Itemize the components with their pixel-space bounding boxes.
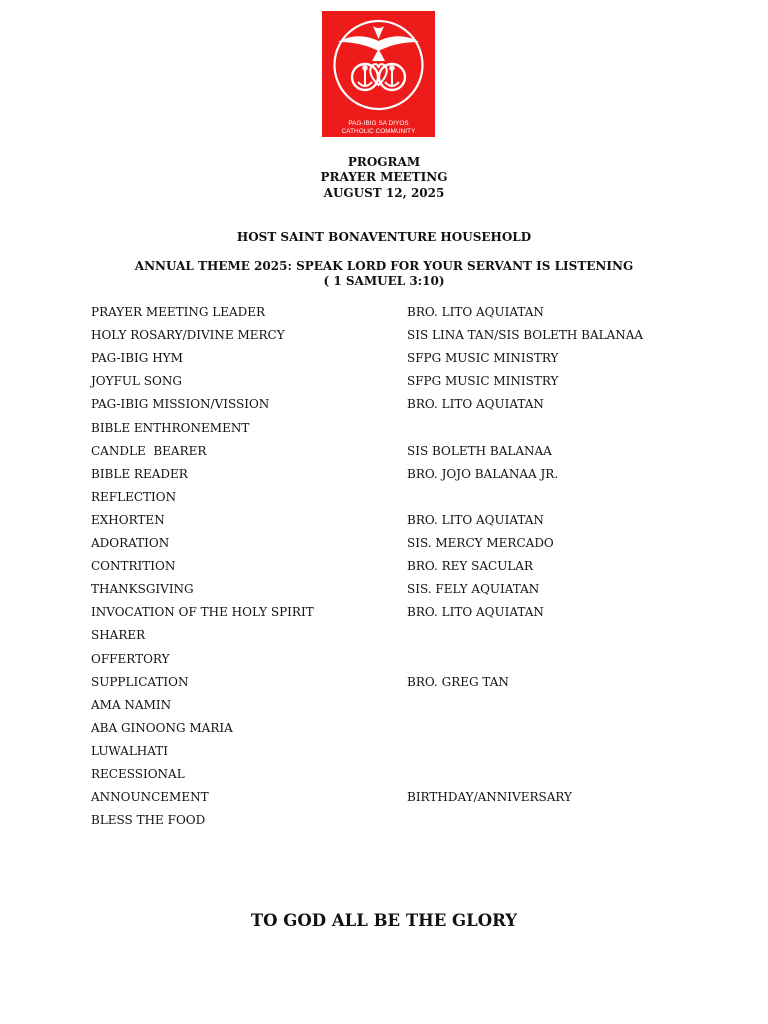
program-item: INVOCATION OF THE HOLY SPIRIT — [91, 605, 314, 620]
program-row — [0, 466, 768, 482]
program-row — [0, 627, 768, 643]
program-assignee: BRO. GREG TAN — [407, 674, 509, 689]
program-item: ADORATION — [91, 536, 170, 550]
annual-theme: ANNUAL THEME 2025: SPEAK LORD FOR YOUR SERVANT IS LISTENING — [134, 259, 634, 273]
program-item: SUPPLICATION — [91, 674, 189, 689]
meeting-date: AUGUST 12, 2025 — [323, 186, 445, 200]
logo-community-name: PAG-IBIG SA DIYOS — [348, 120, 409, 127]
program-assignee: BRO. LITO AQUIATAN — [407, 305, 544, 319]
program-item: PAG-IBIG MISSION/VISSION — [91, 397, 270, 412]
program-item: JOYFUL SONG — [91, 374, 182, 389]
program-row — [0, 789, 768, 805]
program-item: AMA NAMIN — [91, 697, 172, 712]
program-row — [0, 373, 768, 389]
program-row — [0, 720, 768, 736]
program-assignee: SFPG MUSIC MINISTRY — [407, 374, 559, 389]
program-item: ABA GINOONG MARIA — [91, 720, 233, 735]
program-row — [0, 443, 768, 459]
program-row — [0, 558, 768, 574]
program-item: REFLECTION — [91, 489, 177, 504]
program-row — [0, 304, 768, 320]
program-assignee: SFPG MUSIC MINISTRY — [407, 351, 559, 366]
program-item: OFFERTORY — [91, 651, 170, 666]
program-item: PRAYER MEETING LEADER — [91, 305, 266, 319]
program-item: THANKSGIVING — [91, 582, 194, 597]
community-logo — [322, 11, 435, 137]
program-row — [0, 743, 768, 759]
program-item: HOLY ROSARY/DIVINE MERCY — [91, 328, 285, 343]
program-row — [0, 512, 768, 528]
host-household: HOST SAINT BONAVENTURE HOUSEHOLD — [236, 230, 532, 244]
program-assignee: SIS. FELY AQUIATAN — [407, 582, 540, 597]
program-item: CANDLE BEARER — [91, 443, 207, 458]
program-assignee: BRO. JOJO BALANAA JR. — [407, 466, 559, 481]
dove-with-hearts-and-anchors-icon — [322, 11, 435, 137]
program-assignee: BRO. REY SACULAR — [407, 559, 533, 574]
program-row — [0, 651, 768, 667]
program-item: EXHORTEN — [91, 512, 165, 527]
program-assignee: BRO. LITO AQUIATAN — [407, 605, 544, 620]
program-row — [0, 812, 768, 828]
program-assignee: BRO. LITO AQUIATAN — [407, 512, 544, 527]
program-row — [0, 674, 768, 690]
program-assignee: SIS LINA TAN/SIS BOLETH BALANAA — [407, 328, 644, 343]
meeting-title: PRAYER MEETING — [320, 170, 448, 184]
program-item: BLESS THE FOOD — [91, 813, 206, 828]
program-row — [0, 396, 768, 412]
program-row — [0, 420, 768, 436]
program-item: PAG-IBIG HYM — [91, 351, 183, 366]
logo-community-type: CATHOLIC COMMUNITY — [341, 128, 416, 135]
program-row — [0, 535, 768, 551]
program-item: RECESSIONAL — [91, 767, 185, 781]
program-assignee: SIS BOLETH BALANAA — [407, 443, 552, 458]
program-heading: PROGRAM — [347, 155, 421, 169]
program-row — [0, 581, 768, 597]
program-row — [0, 766, 768, 782]
program-assignee: SIS. MERCY MERCADO — [407, 536, 554, 550]
program-assignee: BIRTHDAY/ANNIVERSARY — [407, 790, 572, 805]
program-row — [0, 350, 768, 366]
closing-statement: TO GOD ALL BE THE GLORY — [250, 911, 518, 930]
program-row — [0, 489, 768, 505]
theme-verse: ( 1 SAMUEL 3:10) — [323, 274, 445, 288]
program-item: BIBLE ENTHRONEMENT — [91, 420, 250, 435]
program-item: BIBLE READER — [91, 466, 188, 481]
program-item: CONTRITION — [91, 559, 176, 574]
program-assignee: BRO. LITO AQUIATAN — [407, 397, 544, 412]
program-row — [0, 604, 768, 620]
program-row — [0, 327, 768, 343]
program-item: SHARER — [91, 628, 146, 643]
program-item: ANNOUNCEMENT — [91, 790, 209, 805]
program-item: LUWALHATI — [91, 743, 169, 758]
program-row — [0, 697, 768, 713]
